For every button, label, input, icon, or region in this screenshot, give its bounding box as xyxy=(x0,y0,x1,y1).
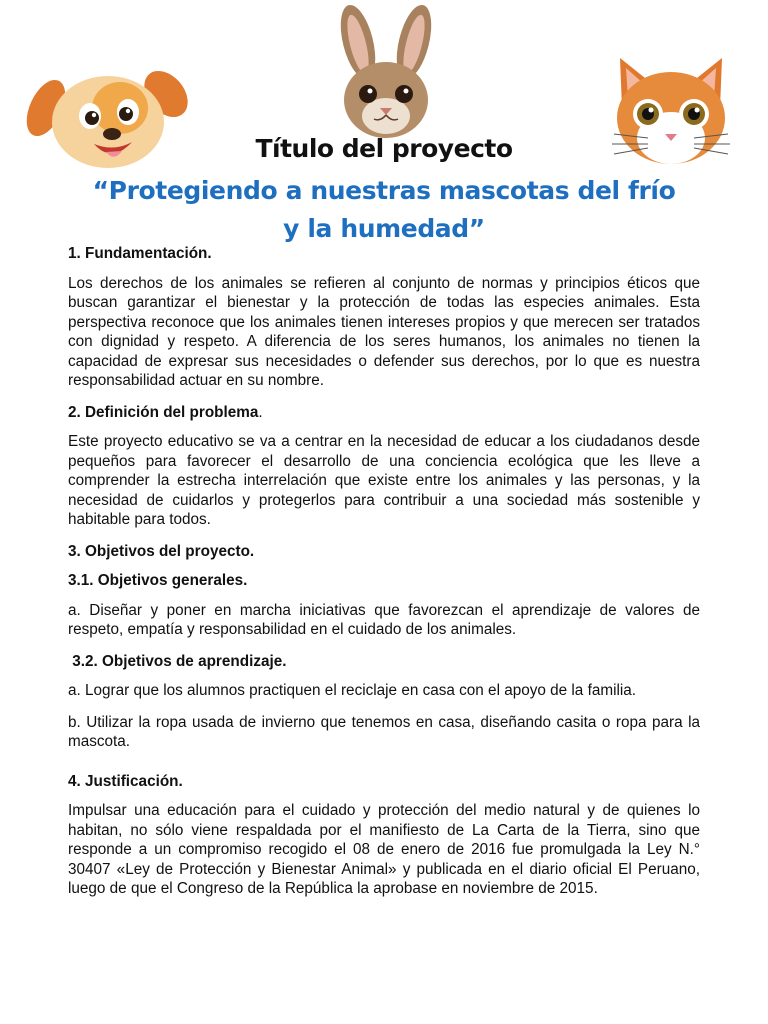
paragraph-objetivo-aprendizaje-b: b. Utilizar la ropa usada de invierno que tenemos en casa, diseñando casita o ropa para la mascota. xyxy=(68,713,700,750)
section-heading-justificacion: 4. Justificación. xyxy=(68,772,183,790)
section-heading-fundamentacion: 1. Fundamentación. xyxy=(68,245,212,262)
cartoon-rabbit-icon xyxy=(324,2,448,142)
heading-text: 2. Definición del problema xyxy=(68,403,259,421)
page-title: Título del proyecto xyxy=(255,134,513,163)
paragraph-fundamentacion: Los derechos de los animales se refieren al conjunto de normas y principios éticos que buscan garantizar el bienestar y la protección de todas las especies animales. Esta perspectiva reconoce que los animales tienen intereses propios y que merecen ser tratados con dignidad y respeto. A diferencia de los seres humanos, los animales no tienen la capacidad de expresar sus necesidades o defender sus derechos, por lo que es nuestra responsabilidad actuar en su nombre. xyxy=(68,274,700,389)
paragraph-problema: Este proyecto educativo se va a centrar en la necesidad de educar a los ciudadanos desde pequeños para favorecer el desarrollo de una conciencia ecológica que les lleve a comprender la estrecha interrelación que existe entre los animales y las personas, y la necesidad de cuidarlos y protegerlos para contribuir a una sociedad más sostenible y habitable para todos. xyxy=(68,433,700,528)
section-heading-objetivos-aprendizaje: 3.2. Objetivos de aprendizaje. xyxy=(68,652,287,670)
section-heading-objetivos: 3. Objetivos del proyecto. xyxy=(68,542,255,560)
document-body xyxy=(68,244,700,911)
paragraph-objetivo-aprendizaje-a: a. Lograr que los alumnos practiquen el reciclaje en casa con el apoyo de la familia. xyxy=(68,682,637,699)
section-heading-problema xyxy=(68,403,700,423)
heading-period: . xyxy=(258,403,263,421)
paragraph-objetivo-general-a: a. Diseñar y poner en marcha iniciativas que favorezcan el aprendizaje de valores de respeto, empatía y responsabilidad en el cuidado de los animales. xyxy=(68,601,700,638)
project-subtitle: “Protegiendo a nuestras mascotas del frío y la humedad” xyxy=(92,176,676,243)
paragraph-justificacion: Impulsar una educación para el cuidado y protección del medio natural y de quienes lo habitan, no sólo viene respaldada por el manifiesto de La Carta de la Tierra, sino que responde a un compromiso recogido el 08 de enero de 2016 fue promulgada la Ley N.° 30407 «Ley de Protección y Bienestar Animal» y publicada en el diario oficial El Peruano, luego de que el Congreso de la República la aprobase en noviembre de 2015. xyxy=(68,802,700,897)
section-heading-objetivos-generales: 3.1. Objetivos generales. xyxy=(68,572,248,589)
